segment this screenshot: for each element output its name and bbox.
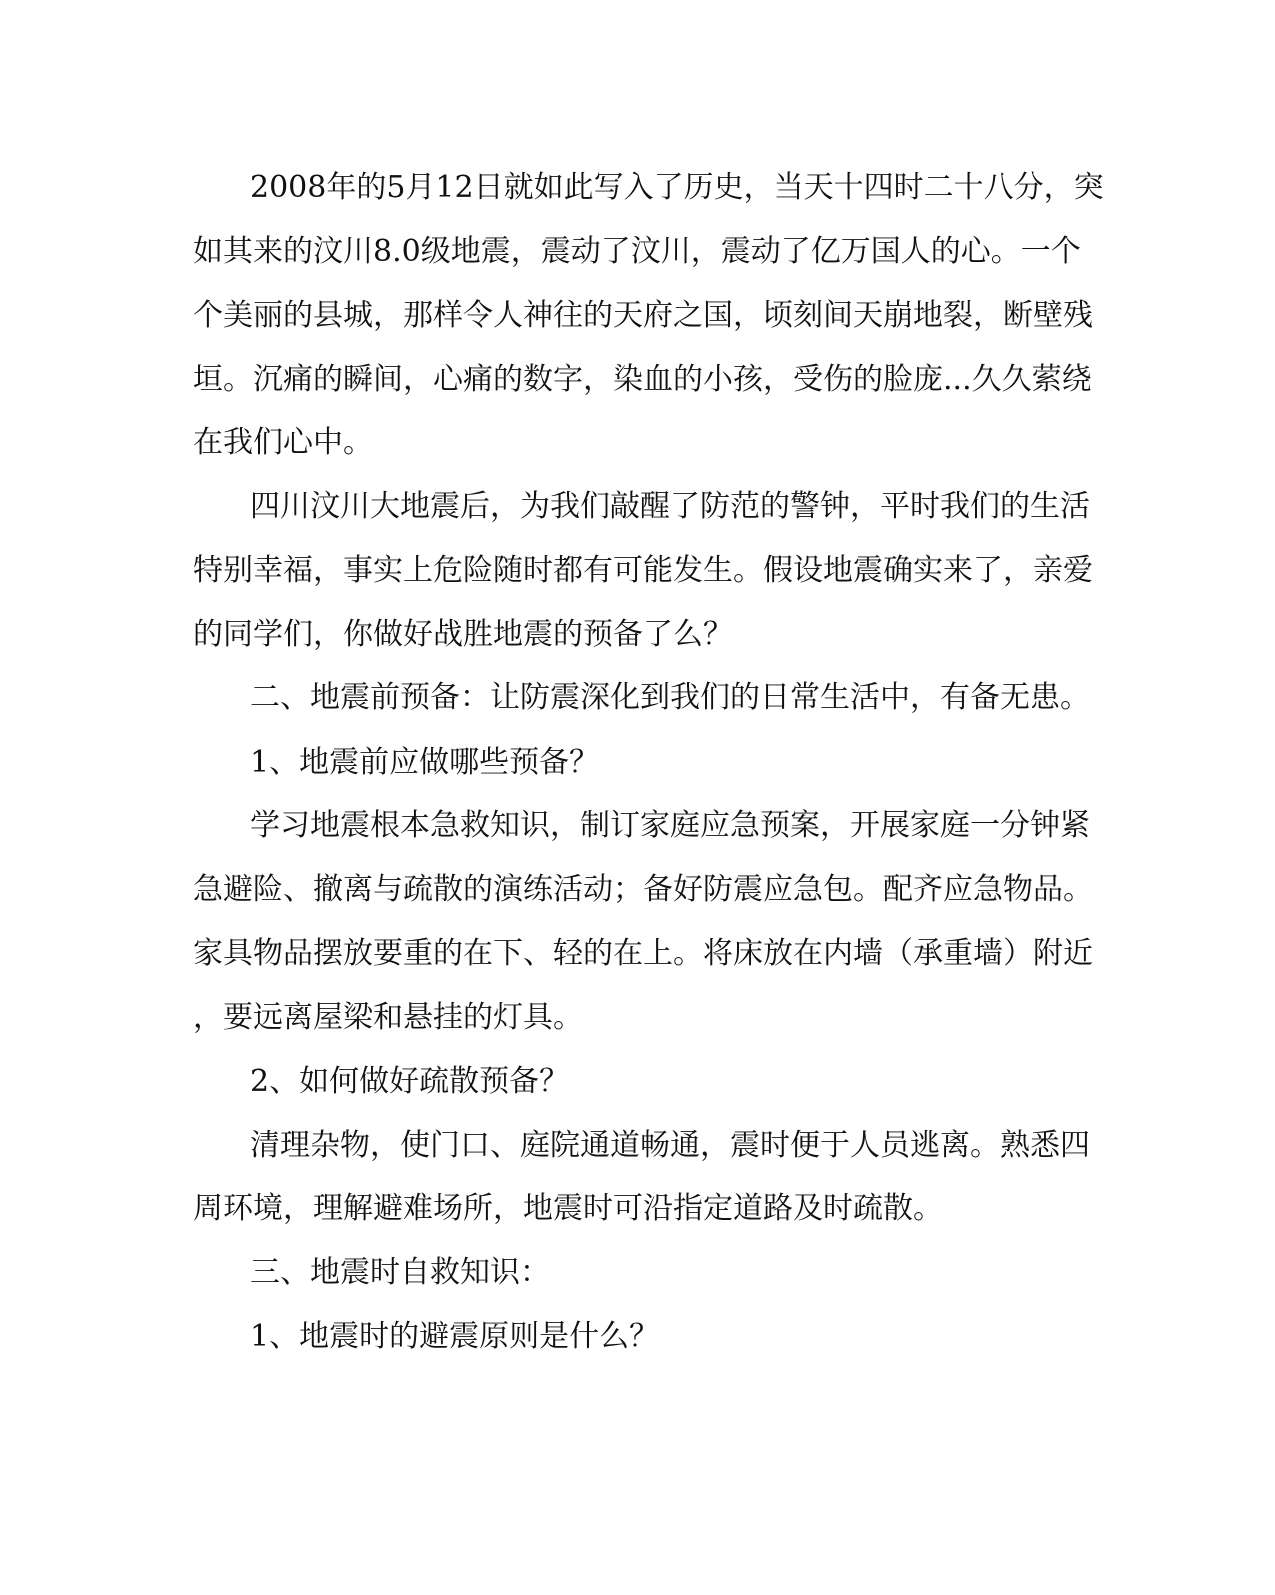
subheading-preparations: 1、地震前应做哪些预备？: [250, 745, 600, 780]
paragraph-5-line-2: 急避险、撤离与疏散的演练活动；备好防震应急包。配齐应急物品。: [193, 872, 1093, 907]
paragraph-1-line-1: 2008年的5月12日就如此写入了历史，当天十四时二十八分，突: [250, 170, 1104, 205]
section-heading-before-quake: 二、地震前预备：让防震深化到我们的日常生活中，有备无患。: [250, 680, 1090, 715]
paragraph-1-line-4: 垣。沉痛的瞬间，心痛的数字，染血的小孩，受伤的脸庞...久久萦绕: [193, 362, 1092, 397]
paragraph-2-line-1: 四川汶川大地震后，为我们敲醒了防范的警钟，平时我们的生活: [250, 489, 1090, 524]
paragraph-5-line-3: 家具物品摆放要重的在下、轻的在上。将床放在内墙（承重墙）附近: [193, 936, 1093, 971]
paragraph-1-line-2: 如其来的汶川8.0级地震，震动了汶川，震动了亿万国人的心。一个: [193, 234, 1081, 269]
paragraph-2-line-3: 的同学们，你做好战胜地震的预备了么？: [193, 617, 733, 652]
paragraph-1-line-5: 在我们心中。: [193, 425, 373, 460]
section-heading-during-quake: 三、地震时自救知识：: [250, 1255, 550, 1290]
paragraph-2-line-2: 特别幸福，事实上危险随时都有可能发生。假设地震确实来了，亲爱: [193, 553, 1093, 588]
subheading-avoidance-principle: 1、地震时的避震原则是什么？: [250, 1319, 660, 1354]
subheading-evacuation: 2、如何做好疏散预备？: [250, 1064, 570, 1099]
paragraph-7-line-1: 清理杂物，使门口、庭院通道畅通，震时便于人员逃离。熟悉四: [250, 1128, 1090, 1163]
paragraph-5-line-1: 学习地震根本急救知识，制订家庭应急预案，开展家庭一分钟紧: [250, 808, 1090, 843]
paragraph-1-line-3: 个美丽的县城，那样令人神往的天府之国，顷刻间天崩地裂，断壁残: [193, 298, 1093, 333]
paragraph-7-line-2: 周环境，理解避难场所，地震时可沿指定道路及时疏散。: [193, 1191, 943, 1226]
paragraph-5-line-4: ，要远离屋梁和悬挂的灯具。: [193, 1000, 583, 1035]
